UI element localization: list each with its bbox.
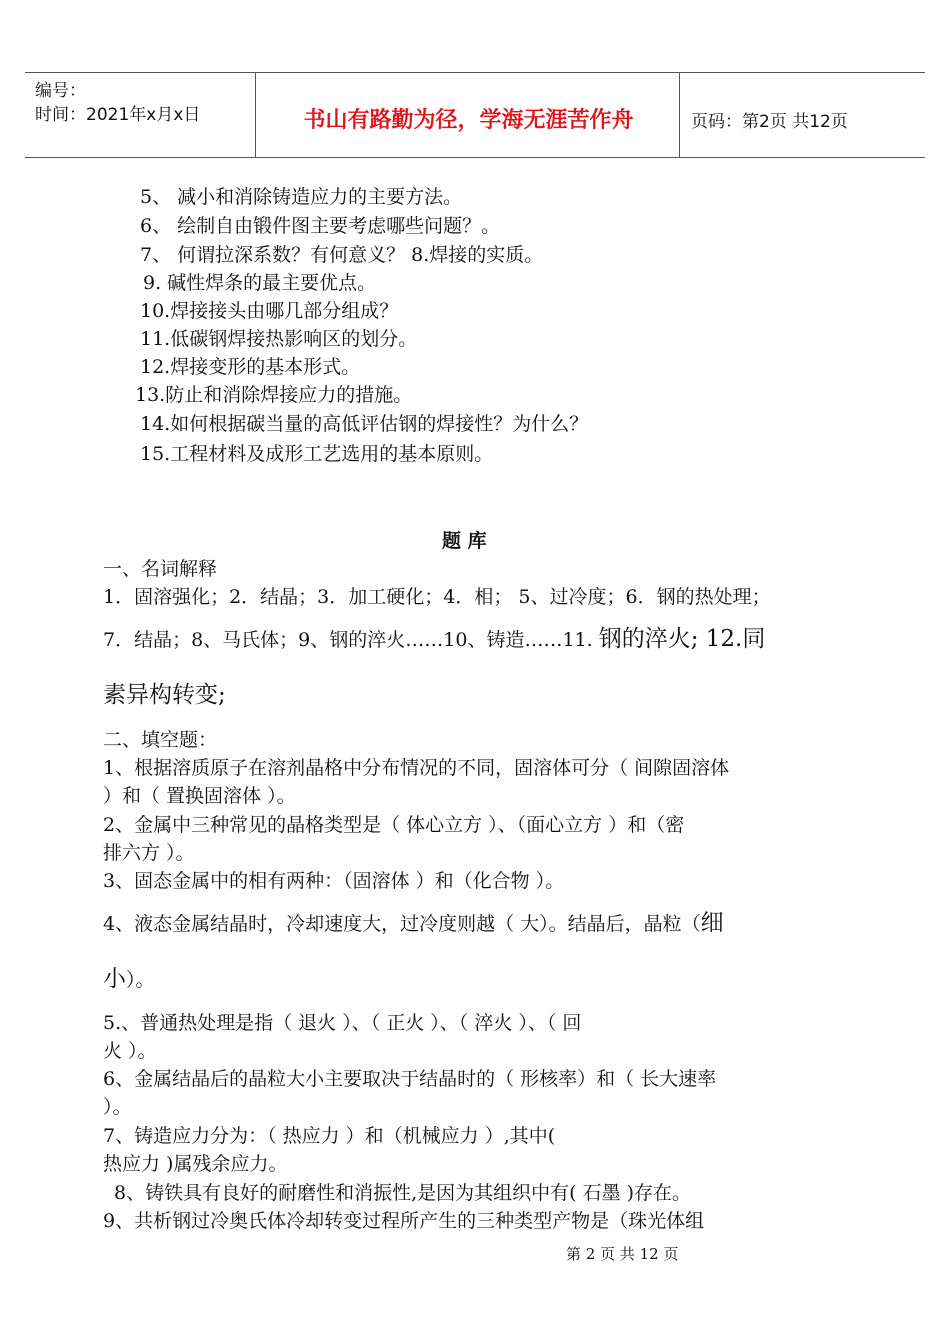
header-divider-left bbox=[255, 73, 256, 157]
fill-2-line-1: 2、金属中三种常见的晶格类型是（ 体心立方 ）、（面心立方 ）和（密 bbox=[103, 814, 685, 836]
header-motto: 书山有路勤为径，学海无涯苦作舟 bbox=[303, 108, 634, 133]
question-11: 11.低碳钢焊接热影响区的划分。 bbox=[140, 328, 418, 350]
fill-5-line-1: 5.、普通热处理是指（ 退火 ）、（ 正火 ）、（ 淬火 ）、（ 回 bbox=[103, 1012, 582, 1034]
bank-title: 题 库 bbox=[442, 530, 487, 552]
fill-6-line-2: ）。 bbox=[103, 1096, 132, 1118]
section-1-heading: 一、名词解释 bbox=[103, 558, 218, 580]
question-15: 15.工程材料及成形工艺选用的基本原则。 bbox=[140, 443, 494, 465]
fill-7-line-1: 7、铸造应力分为：（ 热应力 ）和（机械应力 ）,其中( bbox=[103, 1125, 556, 1147]
header-meta bbox=[35, 79, 200, 127]
fill-4-line-2 bbox=[103, 966, 155, 993]
fill-3: 3、固态金属中的相有两种：（固溶体 ）和（化合物 ）。 bbox=[103, 870, 565, 892]
question-12: 12.焊接变形的基本形式。 bbox=[140, 356, 361, 378]
fill-2-line-2: 排六方 ）。 bbox=[103, 842, 195, 864]
question-9: 9. 碱性焊条的最主要优点。 bbox=[143, 272, 377, 294]
section-2-heading: 二、填空题： bbox=[103, 729, 218, 751]
time-label: 时间：2021年x月x日 bbox=[35, 105, 201, 125]
terms-line-2 bbox=[103, 626, 765, 653]
terms-line-3: 素异构转变; bbox=[103, 682, 226, 708]
fill-1-line-2: ）和（ 置换固溶体 ）。 bbox=[103, 785, 296, 807]
header-page-label: 页码：第2页 共12页 bbox=[691, 112, 848, 132]
number-label: 编号： bbox=[35, 81, 86, 101]
fill-8: 8、铸铁具有良好的耐磨性和消振性,是因为其组织中有( 石墨 )存在。 bbox=[114, 1182, 692, 1204]
fill-4-text: 4、液态金属结晶时，冷却速度大，过冷度则越（ 大）。结晶后，晶粒（ bbox=[103, 913, 701, 935]
question-7-8: 7、 何谓拉深系数？有何意义？ 8.焊接的实质。 bbox=[140, 244, 544, 266]
question-10: 10.焊接接头由哪几部分组成？ bbox=[140, 300, 399, 322]
terms-line-2-large: 钢的淬火; 12.同 bbox=[598, 626, 766, 652]
fill-4-line-1 bbox=[103, 910, 724, 937]
question-5: 5、 减小和消除铸造应力的主要方法。 bbox=[140, 186, 463, 208]
fill-1-line-1: 1、根据溶质原子在溶剂晶格中分布情况的不同，固溶体可分（ 间隙固溶体 bbox=[103, 757, 730, 779]
question-6: 6、 绘制自由锻件图主要考虑哪些问题？。 bbox=[140, 215, 501, 237]
page-footer: 第 2 页 共 12 页 bbox=[566, 1245, 679, 1263]
fill-9: 9、共析钢过冷奥氏体冷却转变过程所产生的三种类型产物是（珠光体组 bbox=[103, 1210, 705, 1232]
fill-6-line-1: 6、金属结晶后的晶粒大小主要取决于结晶时的（ 形核率）和（ 长大速率 bbox=[103, 1068, 717, 1090]
terms-line-1: 1．固溶强化；2．结晶；3．加工硬化；4．相； 5、过冷度；6．钢的热处理； bbox=[103, 586, 771, 608]
question-14: 14.如何根据碳当量的高低评估钢的焊接性？为什么？ bbox=[140, 413, 589, 435]
fill-5-line-2: 火 ）。 bbox=[103, 1040, 157, 1062]
fill-4-large: 细 bbox=[700, 910, 724, 936]
question-13: 13.防止和消除焊接应力的措施。 bbox=[135, 384, 413, 406]
document-header bbox=[25, 72, 925, 158]
terms-line-2-text: 7．结晶；8、马氏体；9、钢的淬火……10、铸造……11. bbox=[103, 629, 599, 651]
fill-7-line-2: 热应力 )属残余应力。 bbox=[103, 1153, 288, 1175]
header-divider-right bbox=[679, 73, 680, 157]
fill-4-line-2-text: ）。 bbox=[126, 969, 155, 991]
fill-4-line-2-large: 小 bbox=[103, 966, 126, 992]
